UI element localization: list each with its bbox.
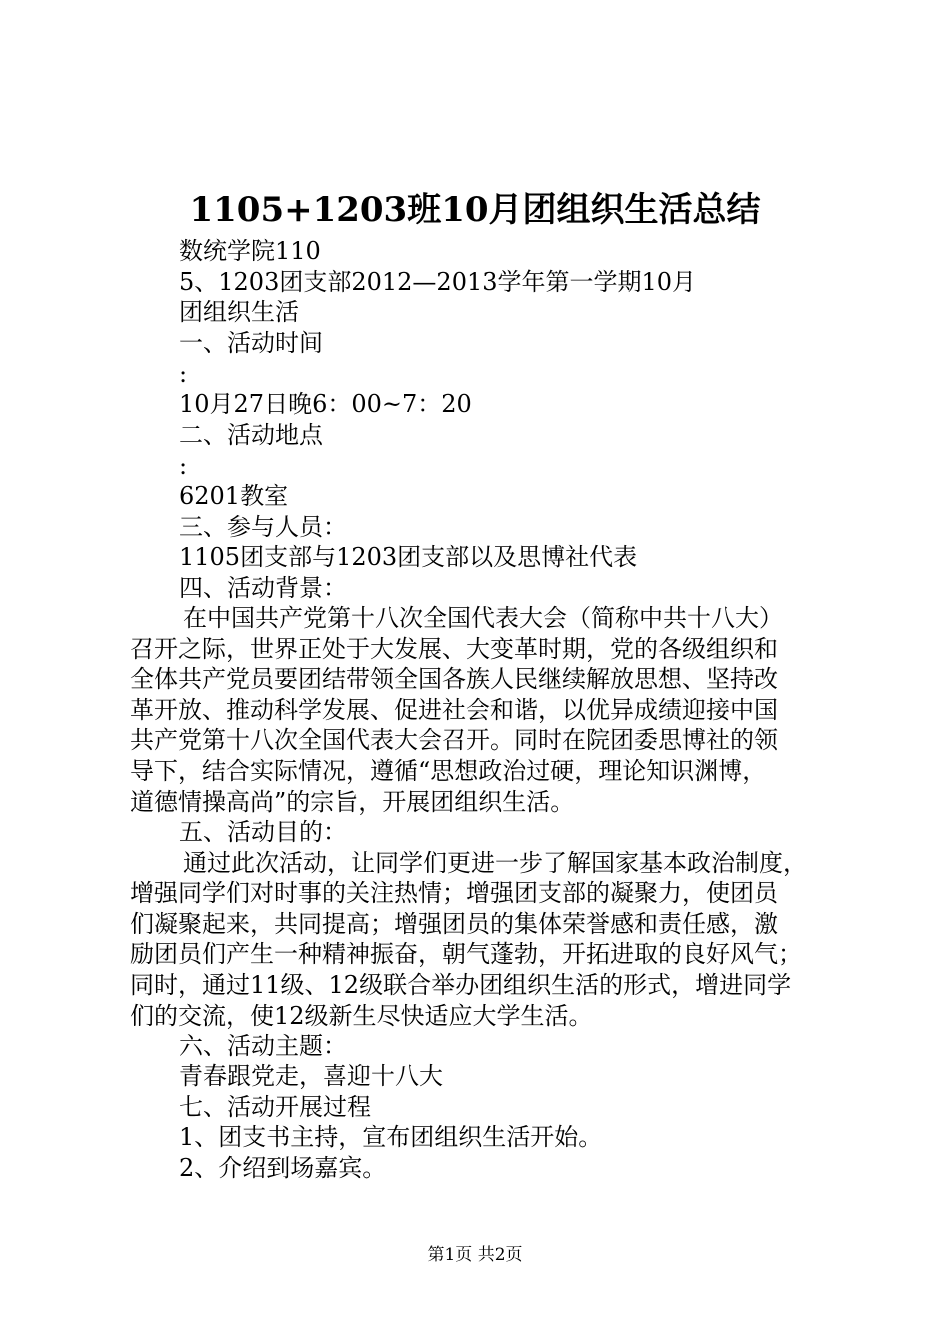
section-heading-purpose: 五、活动目的： <box>179 818 347 846</box>
background-line-1: 在中国共产党第十八次全国代表大会（简称中共十八大） <box>183 604 783 632</box>
participants-value: 1105团支部与1203团支部以及思博社代表 <box>179 543 638 571</box>
purpose-line-3: 们凝聚起来，共同提高；增强团员的集体荣誉感和责任感，激 <box>130 910 778 938</box>
page-footer: 第1页 共2页 <box>427 1245 523 1265</box>
section-heading-location: 二、活动地点 <box>179 421 323 449</box>
section-heading-background: 四、活动背景： <box>179 574 347 602</box>
header-line-3: 团组织生活 <box>179 298 299 326</box>
background-line-6: 导下，结合实际情况，遵循“思想政治过硬，理论知识渊博， <box>130 757 767 785</box>
section-heading-participants: 三、参与人员： <box>179 513 347 541</box>
background-line-4: 革开放、推动科学发展、促进社会和谐，以优异成绩迎接中国 <box>130 696 778 724</box>
purpose-line-1: 通过此次活动，让同学们更进一步了解国家基本政治制度， <box>183 849 807 877</box>
document-title: 1105+1203班10月团组织生活总结 <box>189 190 761 230</box>
purpose-line-4: 励团员们产生一种精神振奋，朝气蓬勃，开拓进取的良好风气； <box>130 940 802 968</box>
purpose-line-5: 同时，通过11级、12级联合举办团组织生活的形式，增进同学 <box>130 971 792 999</box>
background-line-5: 共产党第十八次全国代表大会召开。同时在院团委思博社的领 <box>130 726 778 754</box>
theme-value: 青春跟党走，喜迎十八大 <box>179 1062 443 1090</box>
process-step-1: 1、团支书主持，宣布团组织生活开始。 <box>179 1123 603 1151</box>
background-line-2: 召开之际，世界正处于大发展、大变革时期，党的各级组织和 <box>130 635 778 663</box>
section-colon-location: : <box>179 452 188 480</box>
header-line-1: 数统学院110 <box>179 237 321 265</box>
section-heading-process: 七、活动开展过程 <box>179 1093 371 1121</box>
activity-time-value: 10月27日晚6：00~7：20 <box>179 390 472 418</box>
activity-location-value: 6201教室 <box>179 482 289 510</box>
section-heading-time: 一、活动时间 <box>179 329 323 357</box>
purpose-line-2: 增强同学们对时事的关注热情；增强团支部的凝聚力，使团员 <box>130 879 778 907</box>
header-line-2: 5、1203团支部2012—2013学年第一学期10月 <box>179 268 697 296</box>
process-step-2: 2、介绍到场嘉宾。 <box>179 1154 387 1182</box>
purpose-line-6: 们的交流，使12级新生尽快适应大学生活。 <box>130 1002 593 1030</box>
section-heading-theme: 六、活动主题： <box>179 1032 347 1060</box>
background-line-3: 全体共产党员要团结带领全国各族人民继续解放思想、坚持改 <box>130 665 778 693</box>
section-colon-time: : <box>179 360 188 388</box>
background-line-7: 道德情操高尚”的宗旨，开展团组织生活。 <box>130 788 575 816</box>
